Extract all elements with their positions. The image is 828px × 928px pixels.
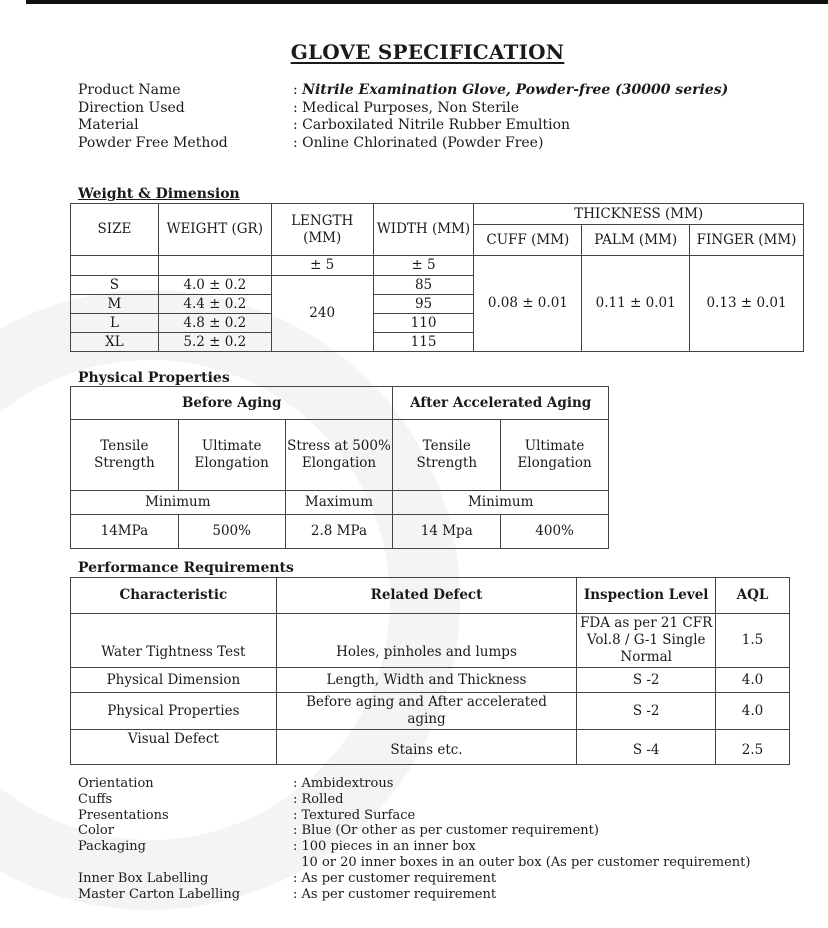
minimum-label: Minimum xyxy=(71,491,286,515)
width-cell: 110 xyxy=(373,314,474,333)
info-value: : Medical Purposes, Non Sterile xyxy=(293,99,519,116)
characteristic-cell: Water Tightness Test xyxy=(71,614,277,668)
section-heading-weight-dimension: Weight & Dimension xyxy=(78,186,240,202)
minimum-label-aged: Minimum xyxy=(393,491,609,515)
defect-cell: Stains etc. xyxy=(276,730,577,765)
inspection-cell: S -4 xyxy=(577,730,716,765)
width-cell: 115 xyxy=(373,333,474,352)
info-value: : Nitrile Examination Glove, Powder-free (30000 series) xyxy=(293,82,729,98)
size-cell: XL xyxy=(71,333,159,352)
info-row: Presentations : Textured Surface xyxy=(78,807,416,823)
header-thickness: THICKNESS (MM) xyxy=(474,204,804,225)
cuff-value: 0.08 ± 0.01 xyxy=(474,256,582,352)
info-row-direction xyxy=(78,100,728,118)
header-aql: AQL xyxy=(716,578,790,614)
length-value: 240 xyxy=(271,276,373,352)
inspection-cell: S -2 xyxy=(577,668,716,693)
characteristic-cell: Physical Dimension xyxy=(71,668,277,693)
aql-cell: 1.5 xyxy=(716,614,790,668)
info-label: Material xyxy=(78,117,139,133)
header-related-defect: Related Defect xyxy=(276,578,577,614)
info-row: Orientation : Ambidextrous xyxy=(78,776,394,791)
defect-cell: Holes, pinholes and lumps xyxy=(276,614,577,668)
characteristic-cell: Physical Properties xyxy=(71,693,277,730)
packaging-info-block xyxy=(78,776,750,902)
header-after-aging: After Accelerated Aging xyxy=(393,387,609,420)
weight-cell: 5.2 ± 0.2 xyxy=(158,333,271,352)
info-value: : Online Chlorinated (Powder Free) xyxy=(293,134,544,151)
performance-table xyxy=(70,577,790,765)
finger-value: 0.13 ± 0.01 xyxy=(690,256,804,352)
characteristic-cell: Visual Defect xyxy=(71,730,277,765)
physical-properties-table xyxy=(70,386,609,549)
value-cell: 500% xyxy=(178,515,285,549)
header-before-aging: Before Aging xyxy=(71,387,393,420)
header-characteristic: Characteristic xyxy=(71,578,277,614)
info-label: Direction Used xyxy=(78,99,185,116)
header-length: LENGTH (MM) xyxy=(271,204,373,256)
weight-cell: 4.0 ± 0.2 xyxy=(158,276,271,295)
weight-cell: 4.4 ± 0.2 xyxy=(158,295,271,314)
header-cuff: CUFF (MM) xyxy=(474,225,582,256)
value-cell: 14MPa xyxy=(71,515,179,549)
header-size: SIZE xyxy=(71,204,159,256)
info-row: Cuffs : Rolled xyxy=(78,791,344,807)
width-tolerance: ± 5 xyxy=(373,256,474,276)
info-row: Color : Blue (Or other as per customer requirement) xyxy=(78,823,599,839)
inspection-cell: FDA as per 21 CFR Vol.8 / G-1 Single Normal xyxy=(577,614,716,668)
length-tolerance: ± 5 xyxy=(271,256,373,276)
col-stress-500: Stress at 500% Elongation xyxy=(285,420,393,491)
blank-cell xyxy=(71,256,159,276)
value-cell: 2.8 MPa xyxy=(285,515,393,549)
maximum-label: Maximum xyxy=(285,491,393,515)
blank-cell xyxy=(158,256,271,276)
info-row: Master Carton Labelling : As per customer requirement xyxy=(78,886,497,902)
weight-dimension-table xyxy=(70,203,804,352)
info-row: Inner Box Labelling : As per customer requirement xyxy=(78,870,497,886)
aql-cell: 2.5 xyxy=(716,730,790,765)
defect-cell: Before aging and After accelerated aging xyxy=(276,693,577,730)
header-weight: WEIGHT (GR) xyxy=(158,204,271,256)
col-ultimate-elongation-aged: Ultimate Elongation xyxy=(501,420,609,491)
info-value: : Carboxilated Nitrile Rubber Emultion xyxy=(293,117,571,133)
info-row-material xyxy=(78,117,728,135)
defect-cell: Length, Width and Thickness xyxy=(276,668,577,693)
col-tensile-strength: Tensile Strength xyxy=(71,420,179,491)
aql-cell: 4.0 xyxy=(716,668,790,693)
palm-value: 0.11 ± 0.01 xyxy=(582,256,690,352)
header-palm: PALM (MM) xyxy=(582,225,690,256)
inspection-cell: S -2 xyxy=(577,693,716,730)
value-cell: 14 Mpa xyxy=(393,515,501,549)
info-label: Product Name xyxy=(78,82,181,98)
header-finger: FINGER (MM) xyxy=(690,225,804,256)
product-info-block xyxy=(78,82,728,152)
header-inspection-level: Inspection Level xyxy=(577,578,716,614)
info-row-powder-free xyxy=(78,135,728,153)
info-label: Powder Free Method xyxy=(78,134,228,151)
page-title: GLOVE SPECIFICATION xyxy=(290,40,565,64)
section-heading-physical: Physical Properties xyxy=(78,370,230,386)
col-ultimate-elongation: Ultimate Elongation xyxy=(178,420,285,491)
info-row: 10 or 20 inner boxes in an outer box (As per customer requirement) xyxy=(293,854,751,870)
weight-cell: 4.8 ± 0.2 xyxy=(158,314,271,333)
section-heading-performance: Performance Requirements xyxy=(78,560,294,576)
size-cell: L xyxy=(71,314,159,333)
col-tensile-strength-aged: Tensile Strength xyxy=(393,420,501,491)
info-row: Packaging : 100 pieces in an inner box xyxy=(78,839,476,855)
aql-cell: 4.0 xyxy=(716,693,790,730)
width-cell: 85 xyxy=(373,276,474,295)
info-row-product-name xyxy=(78,82,728,100)
size-cell: S xyxy=(71,276,159,295)
size-cell: M xyxy=(71,295,159,314)
width-cell: 95 xyxy=(373,295,474,314)
header-width: WIDTH (MM) xyxy=(373,204,474,256)
value-cell: 400% xyxy=(501,515,609,549)
